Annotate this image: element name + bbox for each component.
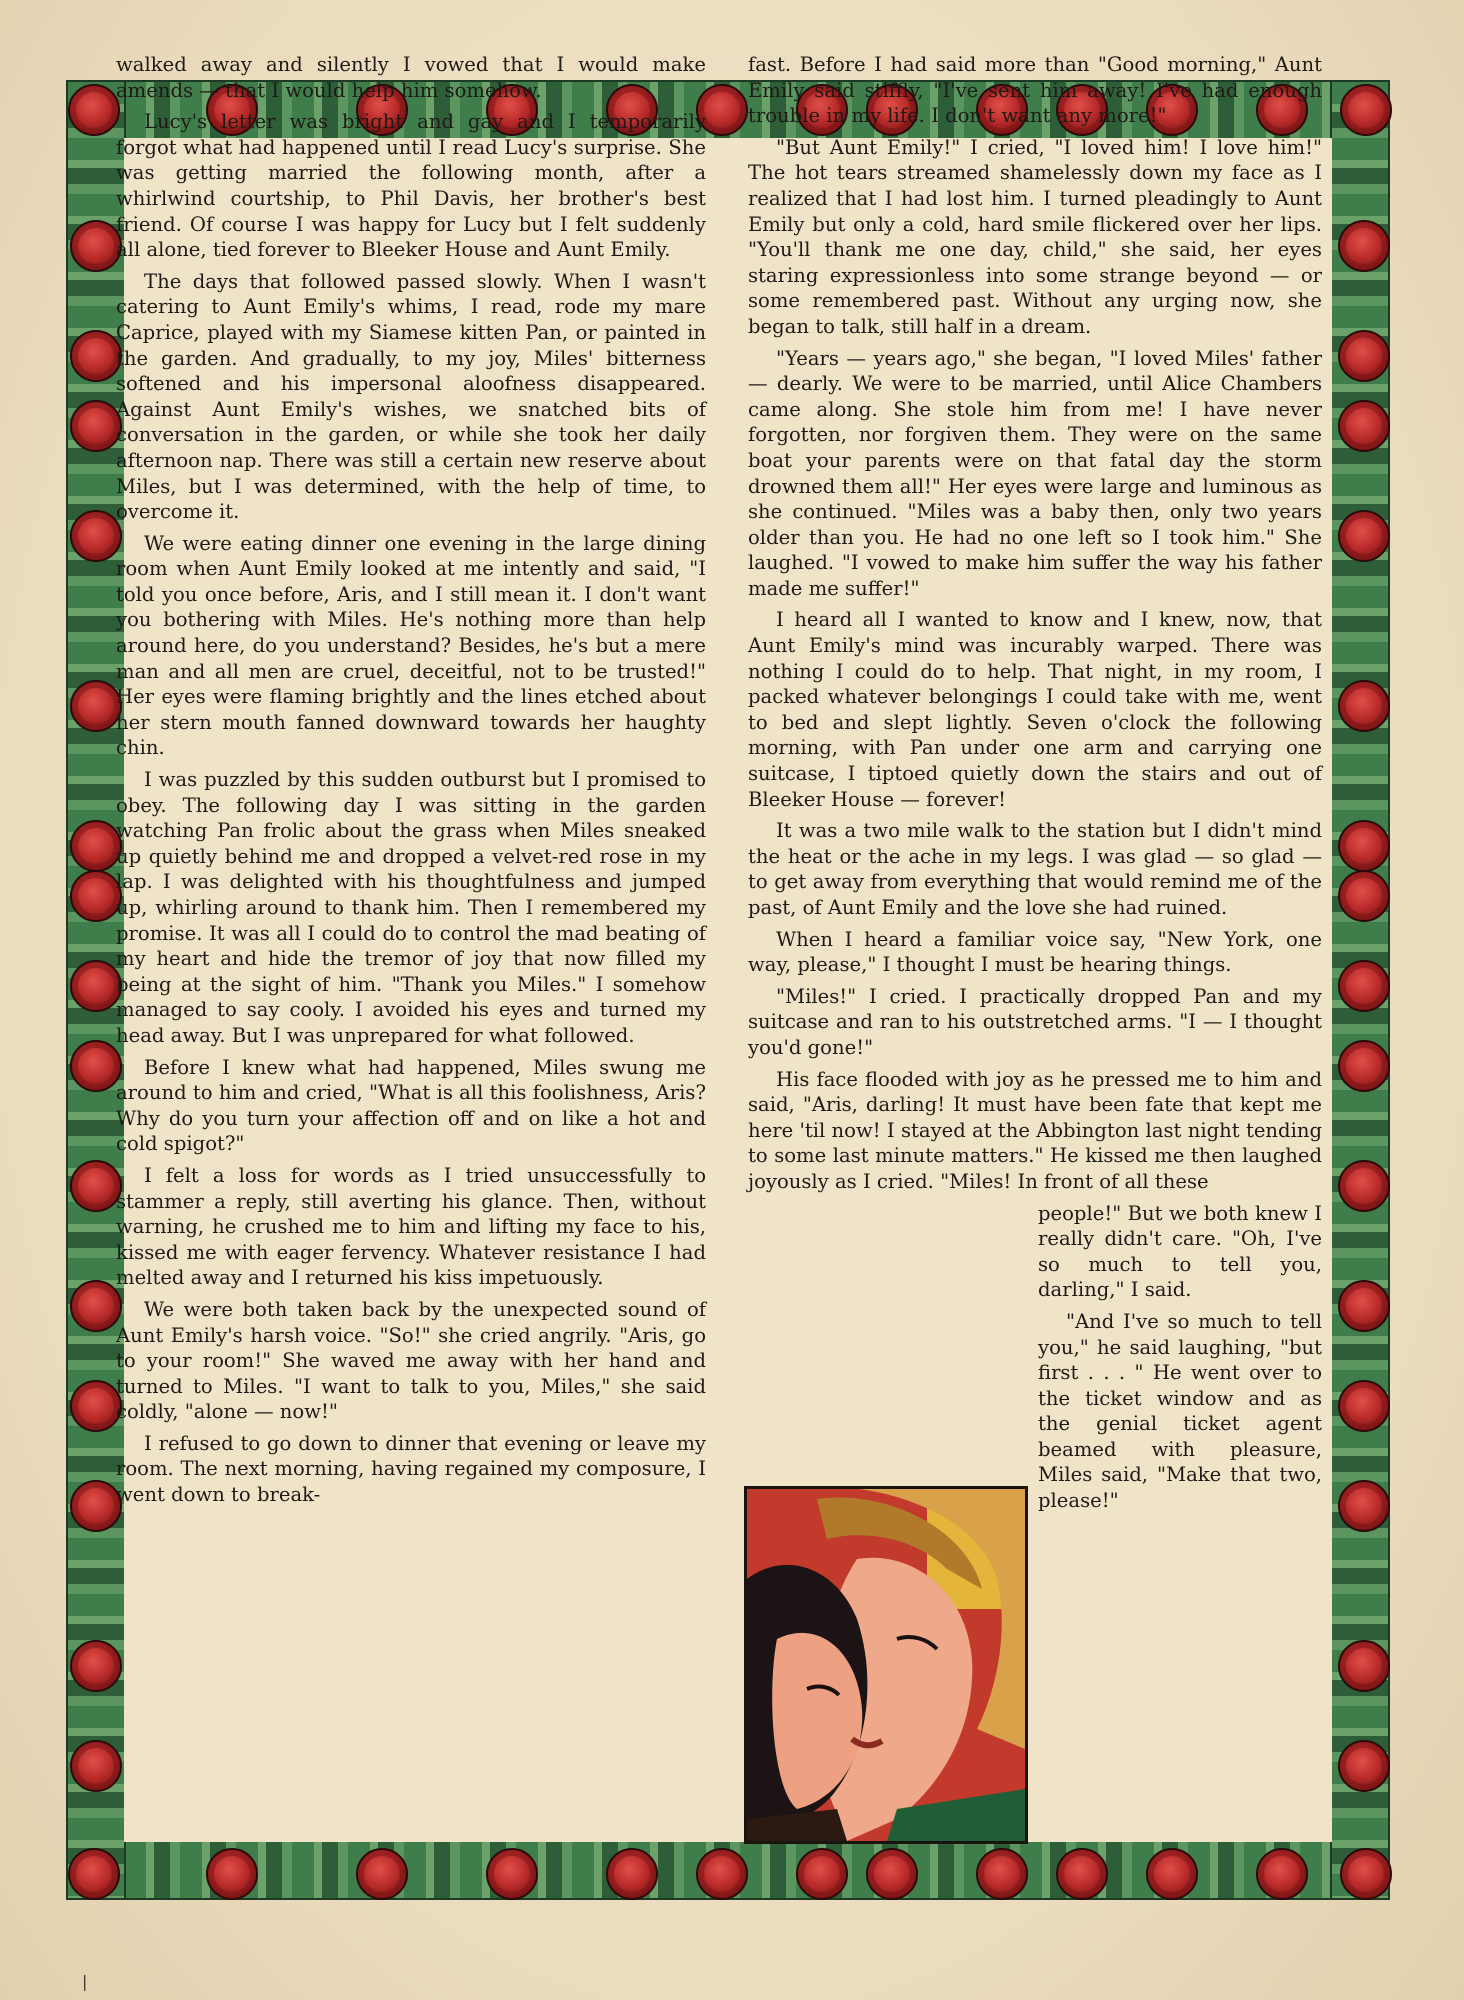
rose-icon — [1338, 1280, 1390, 1332]
paragraph: I heard all I wanted to know and I knew, now, that Aunt Emily's mind was incurably warped. There was nothing I could do to help. That night, in my room, I packed whatever belongings I could take with me, went to bed and slept lightly. Seven o'clock the following morning, with Pan under one arm and carrying one suitcase, I tiptoed quietly down the stairs and out of Bleeker House — forever! — [748, 608, 1322, 811]
rose-icon — [70, 870, 122, 922]
rose-icon — [70, 510, 122, 562]
paragraph: We were eating dinner one evening in the large dining room when Aunt Emily looked at me intently and said, "I told you once before, Aris, and I still mean it. I don't want you bothering with Miles. He's nothing more than help around here, do you understand? Besides, he's but a mere man and all men are cruel, deceitful, not to be trusted!" Her eyes were flaming brightly and the lines etched about her stern mouth fanned downward towards her haughty chin. — [116, 531, 706, 760]
rose-icon — [1340, 1848, 1392, 1900]
rose-icon — [1338, 1380, 1390, 1432]
rose-icon — [1338, 820, 1390, 872]
rose-icon — [1338, 1040, 1390, 1092]
rose-icon — [1338, 1740, 1390, 1792]
rose-icon — [486, 1848, 538, 1900]
paragraph: walked away and silently I vowed that I would make amends — that I would help him somehow. — [116, 53, 706, 102]
rose-icon — [866, 1848, 918, 1900]
rose-icon — [70, 400, 122, 452]
rose-icon — [70, 1380, 122, 1432]
rose-icon — [1056, 1848, 1108, 1900]
kiss-illustration — [747, 1489, 1025, 1841]
paragraph: It was a two mile walk to the station but I didn't mind the heat or the ache in my legs. I was glad — so glad — to get away from everything that would remind me of the past, of Aunt Emily and the love she had ruined. — [748, 819, 1322, 919]
paragraph: His face flooded with joy as he pressed me to him and said, "Aris, darling! It must have been fate that kept me here 'til now! I stayed at the Abbington last night tending to some last minute matters." He kissed me then laughed joyously as I cried. "Miles! In front of all these — [748, 1067, 1322, 1193]
rose-icon — [206, 1848, 258, 1900]
rose-icon — [1338, 1480, 1390, 1532]
text-column-left — [116, 52, 706, 1514]
paragraph: When I heard a familiar voice say, "New York, one way, please," I thought I must be hearing things. — [748, 927, 1322, 977]
page-folio-mark: | — [82, 1972, 88, 1991]
paragraph: I was puzzled by this sudden outburst but I promised to obey. The following day I was sitting in the garden watching Pan frolic about the grass when Miles sneaked up quietly behind me and dropped a velvet-red rose in my lap. I was delighted with his thoughtfulness and jumped up, whirling around to thank him. Then I remembered my promise. It was all I could do to control the mad beating of my heart and hide the tremor of joy that now filled my being at the sight of him. "Thank you Miles." I somehow managed to say cooly. I avoided his eyes and turned my head away. But I was unprepared for what followed. — [116, 768, 706, 1047]
rose-icon — [70, 1740, 122, 1792]
paragraph: "Miles!" I cried. I practically dropped Pan and my suitcase and ran to his outstretched arms. "I — I thought you'd gone!" — [748, 984, 1322, 1059]
rose-icon — [1338, 510, 1390, 562]
rose-icon — [70, 1640, 122, 1692]
kiss-illustration-panel — [744, 1486, 1028, 1844]
rose-icon — [1338, 1640, 1390, 1692]
rose-icon — [1338, 1160, 1390, 1212]
rose-icon — [68, 1848, 120, 1900]
paragraph: Lucy's letter was bright and gay and I temporarily forgot what had happened until I read Lucy's surprise. She was getting married the following month, after a whirlwind courtship, to Phil Davis, her brother's best friend. Of course I was happy for Lucy but I felt suddenly all alone, tied forever to Bleeker House and Aunt Emily. — [116, 110, 706, 262]
rose-icon — [1338, 400, 1390, 452]
rose-icon — [68, 84, 120, 136]
paragraph: fast. Before I had said more than "Good morning," Aunt Emily said stiffly, "I've sent him away! I've had enough trouble in my life. I don't want any more!" — [748, 53, 1322, 128]
rose-icon — [976, 1848, 1028, 1900]
rose-icon — [70, 960, 122, 1012]
paragraph: people!" But we both knew I really didn't care. "Oh, I've so much to tell you, darling," I said. — [1038, 1201, 1322, 1302]
rose-icon — [796, 1848, 848, 1900]
paragraph: We were both taken back by the unexpected sound of Aunt Emily's harsh voice. "So!" she cried angrily. "Aris, go to your room!" She waved me away with her hand and turned to Miles. "I want to talk to you, Miles," she said coldly, "alone — now!" — [116, 1297, 706, 1424]
paragraph: I refused to go down to dinner that evening or leave my room. The next morning, having regained my composure, I went down to break- — [116, 1431, 706, 1507]
rose-icon — [1340, 84, 1392, 136]
rose-icon — [70, 1040, 122, 1092]
rose-icon — [1256, 1848, 1308, 1900]
rose-icon — [70, 1480, 122, 1532]
rose-icon — [1338, 960, 1390, 1012]
text-column-right — [748, 52, 1322, 1520]
rose-icon — [606, 1848, 658, 1900]
rose-icon — [1146, 1848, 1198, 1900]
rose-icon — [70, 220, 122, 272]
rose-icon — [1338, 680, 1390, 732]
rose-icon — [70, 1160, 122, 1212]
paragraph: The days that followed passed slowly. When I wasn't catering to Aunt Emily's whims, I read, rode my mare Caprice, played with my Siamese kitten Pan, or painted in the garden. And gradually, to my joy, Miles' bitterness softened and his impersonal aloofness disappeared. Against Aunt Emily's wishes, we snatched bits of conversation in the garden, or while she took her daily afternoon nap. There was still a certain new reserve about Miles, but I was determined, with the help of time, to overcome it. — [116, 269, 706, 524]
paragraph: "Years — years ago," she began, "I loved Miles' father — dearly. We were to be married, until Alice Chambers came along. She stole him from me! I have never forgotten, nor forgiven them. They were on the same boat your parents were on that fatal day the storm drowned them all!" Her eyes were large and luminous as she continued. "Miles was a baby then, only two years older than you. He had no one left so I took him." She laughed. "I vowed to make him suffer the way his father made me suffer!" — [748, 346, 1322, 600]
paragraph: Before I knew what had happened, Miles swung me around to him and cried, "What is all this foolishness, Aris? Why do you turn your affection off and on like a hot and cold spigot?" — [116, 1055, 706, 1156]
rose-icon — [70, 820, 122, 872]
rose-icon — [696, 1848, 748, 1900]
paragraph: "And I've so much to tell you," he said laughing, "but first . . . " He went over to the ticket window and as the genial ticket agent beamed with pleasure, Miles said, "Make that two, please!" — [1038, 1309, 1322, 1513]
rose-icon — [356, 1848, 408, 1900]
rose-icon — [70, 330, 122, 382]
rose-icon — [70, 680, 122, 732]
rose-icon — [1338, 220, 1390, 272]
paragraph: "But Aunt Emily!" I cried, "I loved him! I love him!" The hot tears streamed shamelessly down my face as I realized that I had lost him. I turned pleadingly to Aunt Emily but only a cold, hard smile flickered over her lips. "You'll thank me one day, child," she said, her eyes staring expressionless into some strange beyond — or some remembered past. Without any urging now, she began to talk, still half in a dream. — [748, 135, 1322, 338]
rose-icon — [1338, 870, 1390, 922]
paragraph: I felt a loss for words as I tried unsuccessfully to stammer a reply, still averting his glance. Then, without warning, he crushed me to him and lifting my face to his, kissed me with eager fervency. Whatever resistance I had melted away and I returned his kiss impetuously. — [116, 1163, 706, 1290]
rose-icon — [1338, 330, 1390, 382]
rose-icon — [70, 1280, 122, 1332]
